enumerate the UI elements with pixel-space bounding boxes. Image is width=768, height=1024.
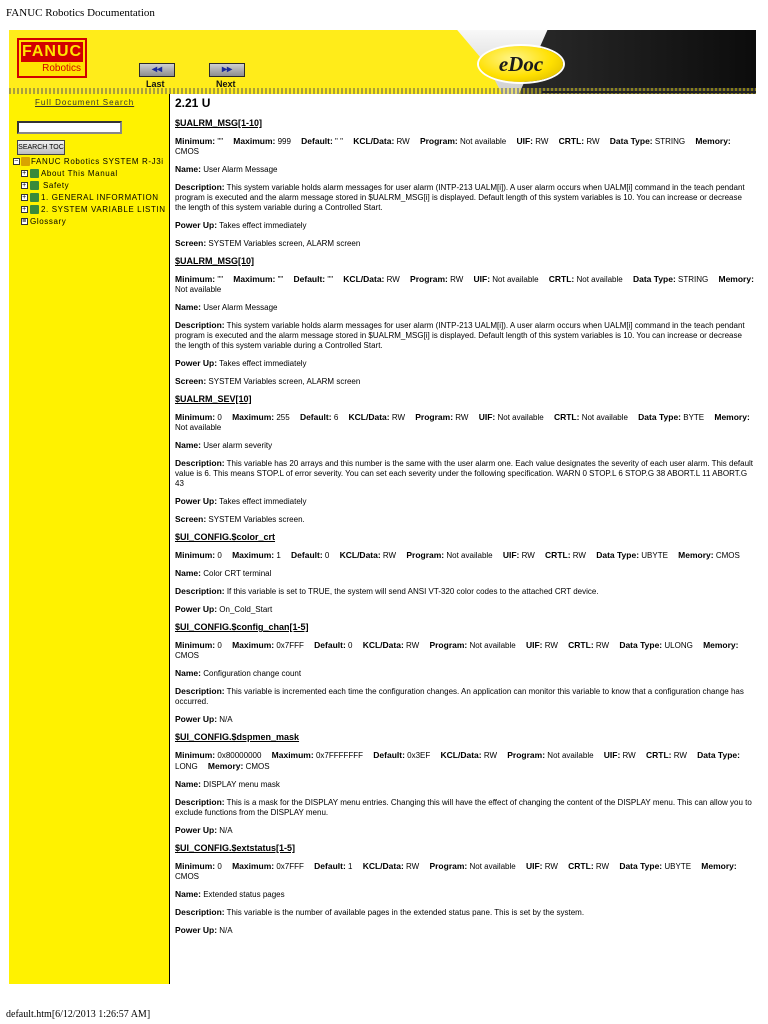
- variable-heading: $UI_CONFIG.$config_chan[1-5]: [175, 622, 309, 632]
- variable-attributes: Minimum: 0x80000000 Maximum: 0x7FFFFFFF Default: 0x3EF KCL/Data: RW Program: Not available UIF: RW CRTL: RW Data Type: LONG Memory: CMOS: [175, 750, 740, 771]
- toc-item-label: FANUC Robotics SYSTEM R-J3i: [31, 157, 164, 166]
- variable-power-up: Power Up: Takes effect immediately: [175, 220, 307, 230]
- variable-heading: $UI_CONFIG.$extstatus[1-5]: [175, 843, 296, 853]
- folder-icon: [21, 157, 30, 166]
- variable-description: Description: This system variable holds alarm messages for user alarm (INTP-213 UALM[i]). A user alarm occurs when UALM[i] command in the teach pendant program is executed and the alarm message stored in $UALRM_MSG[i] is displayed. Default length of this system variables is 10. You can increase or decrease the length of this system variable during a Controlled Start.: [175, 182, 745, 212]
- variable-description: Description: This system variable holds alarm messages for user alarm (INTP-213 UALM[i]). A user alarm occurs when UALM[i] command in the teach pendant program is executed and the alarm message stored in $UALRM_MSG[i] is displayed. Default length of this system variables is 10. You can increase or decrease the length of this system variable during a Controlled Start.: [175, 320, 745, 350]
- logo-sub-text: Robotics: [42, 63, 81, 74]
- edoc-frame: [9, 30, 756, 984]
- edoc-logo-text: eDoc: [498, 52, 544, 76]
- book-icon: [30, 193, 39, 202]
- variable-screen: Screen: SYSTEM Variables screen, ALARM screen: [175, 376, 361, 386]
- page-footer: default.htm[6/12/2013 1:26:57 AM]: [6, 1009, 151, 1020]
- variable-heading: $UALRM_SEV[10]: [175, 394, 252, 404]
- variable-name: Name: User Alarm Message: [175, 302, 278, 312]
- variable-attributes: Minimum: 0 Maximum: 0x7FFF Default: 0 KCL/Data: RW Program: Not available UIF: RW CRTL: RW Data Type: ULONG Memory: CMOS: [175, 640, 739, 660]
- variable-name: Name: DISPLAY menu mask: [175, 779, 280, 789]
- variable-description: Description: This variable is incremented each time the configuration changes. An application can monitor this variable to know that a configuration change has occurred.: [175, 686, 744, 706]
- variable-description: Description: This is a mask for the DISPLAY menu entries. Changing this will have the effect of changing the content of the DISPLAY menu. This can allow you to exclude functions from the DISPLAY menu.: [175, 797, 752, 817]
- expand-icon[interactable]: +: [22, 170, 27, 177]
- sidebar: [9, 94, 170, 984]
- toc-item-label: 1. GENERAL INFORMATION: [41, 193, 159, 202]
- variable-power-up: Power Up: N/A: [175, 714, 233, 724]
- variable-attributes: Minimum: "" Maximum: "" Default: "" KCL/Data: RW Program: RW UIF: Not available CRTL: Not available Data Type: STRING Memory: Not available: [175, 274, 754, 294]
- variable-power-up: Power Up: N/A: [175, 925, 233, 935]
- book-icon: [30, 169, 39, 178]
- search-toc-button[interactable]: SEARCH TOC: [17, 140, 65, 155]
- variable-power-up: Power Up: On_Cold_Start: [175, 604, 273, 614]
- variable-heading: $UALRM_MSG[1-10]: [175, 118, 263, 128]
- toc-search-input[interactable]: [17, 121, 122, 134]
- next-button[interactable]: [209, 63, 245, 77]
- variable-heading: $UI_CONFIG.$color_crt: [175, 532, 276, 542]
- variable-power-up: Power Up: Takes effect immediately: [175, 358, 307, 368]
- book-icon: [30, 205, 39, 214]
- edoc-logo: [479, 46, 563, 82]
- toc-item-label: About This Manual: [41, 169, 118, 178]
- variable-attributes: Minimum: 0 Maximum: 0x7FFF Default: 1 KCL/Data: RW Program: Not available UIF: RW CRTL: RW Data Type: UBYTE Memory: CMOS: [175, 861, 737, 881]
- logo-main-text: FANUC: [21, 43, 83, 60]
- variable-name: Name: Extended status pages: [175, 889, 285, 899]
- collapse-icon[interactable]: −: [14, 158, 19, 165]
- document-title: FANUC Robotics Documentation: [6, 7, 155, 19]
- variable-name: Name: User alarm severity: [175, 440, 273, 450]
- book-icon: [30, 181, 39, 190]
- last-label[interactable]: Last: [146, 79, 165, 89]
- variable-description: Description: This variable is the number of available pages in the extended status pane. This is set by the system.: [175, 907, 585, 917]
- last-arrows-icon: ◂◂: [151, 64, 163, 75]
- variable-attributes: Minimum: 0 Maximum: 1 Default: 0 KCL/Data: RW Program: Not available UIF: RW CRTL: RW Data Type: UBYTE Memory: CMOS: [175, 550, 740, 560]
- variable-heading: $UALRM_MSG[10]: [175, 256, 255, 266]
- toc-item-about[interactable]: [13, 168, 169, 180]
- expand-icon[interactable]: +: [22, 206, 27, 213]
- variable-power-up: Power Up: Takes effect immediately: [175, 496, 307, 506]
- variable-screen: Screen: SYSTEM Variables screen, ALARM screen: [175, 238, 361, 248]
- content-pane: [174, 94, 754, 984]
- variable-description: Description: This variable has 20 arrays and this number is the same with the user alarm one. Each value designates the severity of each user alarm. This default value is 6. This means STOP.L of error severity. You can set each severity under the following specification. WARN 0 STOP.L 6 STOP.G 38 ABORT.L 11 ABORT.G 43: [175, 458, 754, 488]
- toc-item-label: 2. SYSTEM VARIABLE LISTIN: [41, 205, 166, 214]
- toc-item-label: Safety: [43, 181, 70, 190]
- toc-item-glossary[interactable]: [13, 216, 169, 228]
- toc-item-general-information[interactable]: [13, 192, 169, 204]
- toc-item-safety[interactable]: [13, 180, 169, 192]
- variable-description: Description: If this variable is set to TRUE, the system will send ANSI VT-320 color codes to the attached CRT device.: [175, 586, 599, 596]
- full-document-search-link[interactable]: Full Document Search: [35, 98, 135, 107]
- variable-power-up: Power Up: N/A: [175, 825, 233, 835]
- next-arrows-icon: ▸▸: [221, 64, 233, 75]
- expand-icon[interactable]: +: [22, 194, 27, 201]
- toc-item-label: Glossary: [30, 217, 67, 226]
- toc-item-root[interactable]: [13, 156, 169, 168]
- expand-icon[interactable]: +: [22, 182, 27, 189]
- variable-heading: $UI_CONFIG.$dspmen_mask: [175, 732, 300, 742]
- header-rule: [542, 91, 756, 93]
- fanuc-logo: [17, 38, 87, 78]
- next-label[interactable]: Next: [216, 79, 236, 89]
- last-button[interactable]: [139, 63, 175, 77]
- header-banner: [9, 30, 756, 94]
- variable-name: Name: User Alarm Message: [175, 164, 278, 174]
- toc-item-system-variable-listing[interactable]: [13, 204, 169, 216]
- section-title: 2.21 U: [175, 96, 211, 110]
- variable-name: Name: Configuration change count: [175, 668, 302, 678]
- variable-name: Name: Color CRT terminal: [175, 568, 272, 578]
- toc-tree: [13, 156, 169, 228]
- variable-screen: Screen: SYSTEM Variables screen.: [175, 514, 305, 524]
- page-icon: ≡: [22, 218, 27, 225]
- variable-attributes: Minimum: 0 Maximum: 255 Default: 6 KCL/Data: RW Program: RW UIF: Not available CRTL: Not available Data Type: BYTE Memory: Not available: [175, 412, 750, 432]
- variable-attributes: Minimum: "" Maximum: 999 Default: " " KCL/Data: RW Program: Not available UIF: RW CRTL: RW Data Type: STRING Memory: CMOS: [175, 136, 731, 156]
